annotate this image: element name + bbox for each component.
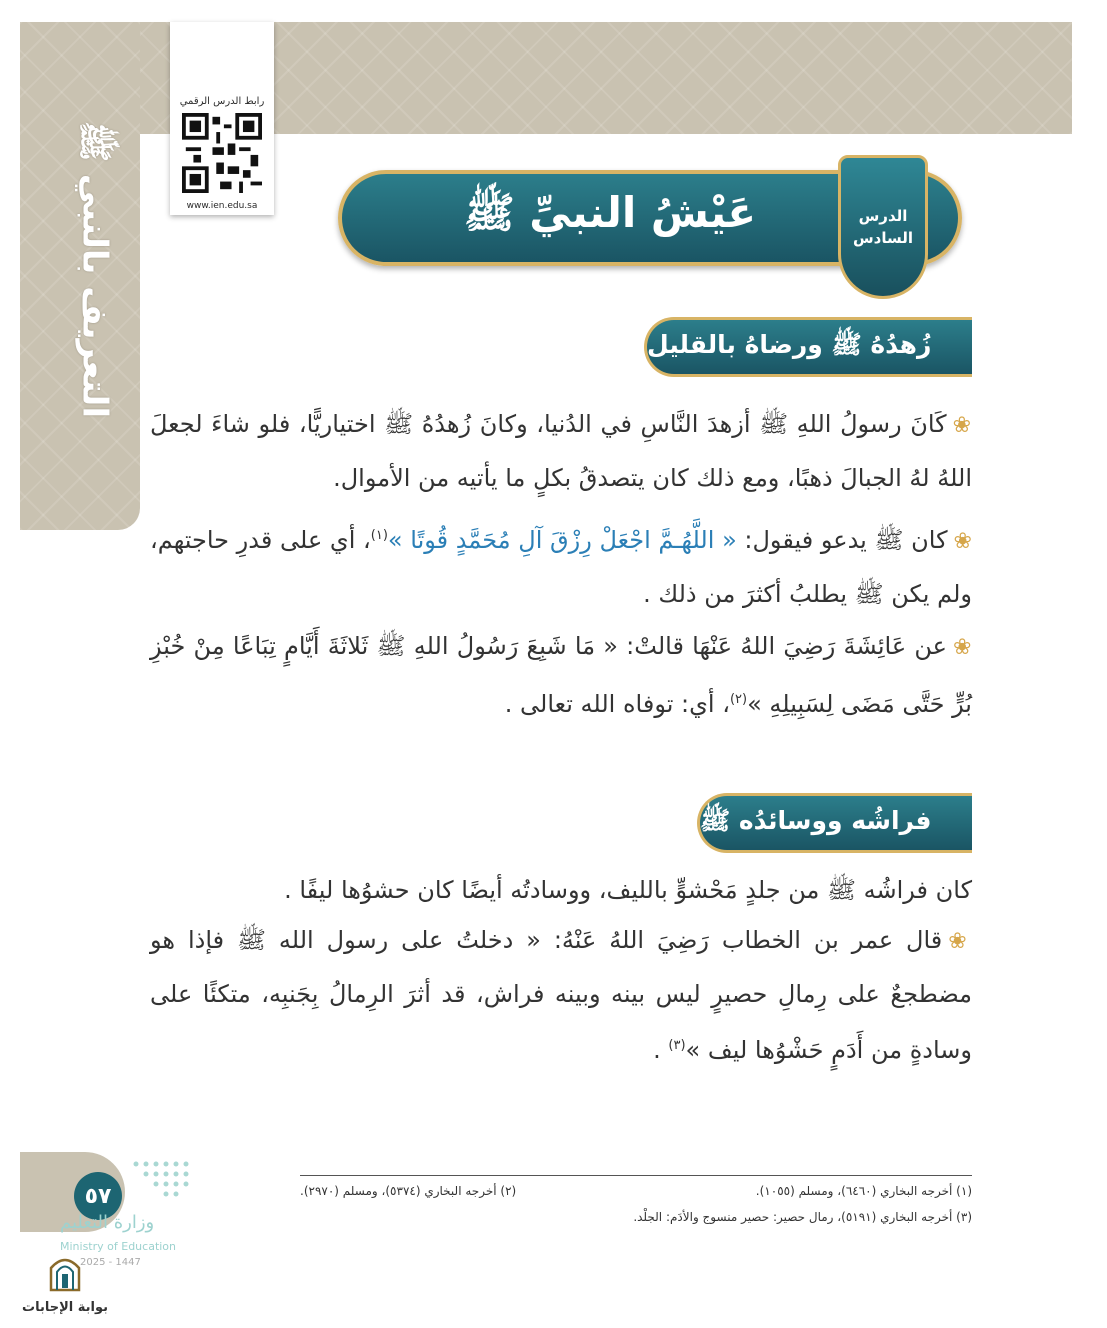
unit-title: التعريف بالنبي ﷺ [74,121,115,419]
qr-url[interactable]: www.ien.edu.sa [186,201,258,211]
portal-logo-icon [45,1252,85,1292]
flower-bullet-icon: ❀ [952,413,972,438]
footnote-ref[interactable]: (٢) [729,692,748,707]
paragraph: ❀قال عمر بن الخطاب رَضِيَ اللهُ عَنْهُ: « دخلتُ على رسول الله ﷺ فإذا هو مضطجعٌ على رِمالِ حصيرٍ ليس بينه وبينه فراش، قد أثرَ الرِمالُ بِجَنبِه، متكئًا على وسادةٍ من أَدَمٍ حَشْوُها ليف »$^{(٣)}$ . [150,926,973,1064]
footnote-ref[interactable]: (١) [370,528,388,543]
lesson-tag [838,155,928,299]
paragraph: ❀عن عَائِشَةَ رَضِيَ اللهُ عَنْهَا قالتْ: « مَا شَبِعَ رَسُولُ اللهِ ﷺ ثَلاثَةَ أَيَّامٍ تِبَاعًا مِنْ خُبْزِ بُرٍّ حَتَّى مَضَى لِسَبِيلِهِ »$^{(٢)}$، أي: توفاه الله تعالى . [150,632,973,718]
lesson-title: عَيْشُ النبيِّ ﷺ [463,187,757,237]
flower-bullet-icon: ❀ [953,529,972,554]
footnote-3: (٣) أخرجه البخاري (٥١٩١)، رمال حصير: حصير منسوج والأدَم: الجلْد. [633,1210,972,1224]
paragraph: ❀كَانَ رسولُ اللهِ ﷺ أزهدَ النَّاسِ في الدُنيا، وكانَ زُهدُهُ ﷺ اختياريًّا، فلو شاءَ لجعلَ اللهُ لهُ الجبالَ ذهبًا، ومع ذلك كان يتصدقُ بكلٍ ما يأتيه من الأموال. [150,410,972,492]
qr-code-icon [182,113,262,193]
section-heading-asceticism: زُهدُهُ ﷺ ورضاهُ بالقليل [644,317,972,377]
flower-bullet-icon: ❀ [948,929,973,954]
portal-name: بوابة الإجابات [22,1300,108,1315]
footnote-2: (٢) أخرجه البخاري (٥٣٧٤)، ومسلم (٢٩٧٠). [300,1184,517,1198]
paragraph: ❀كان ﷺ يدعو فيقول: « اللَّهُـمَّ اجْعَلْ رِزْقَ آلِ مُحَمَّدٍ قُوتًا »$^{(١)}$، أي على قدرِ حاجتهم، ولم يكن ﷺ يطلبُ أكثرَ من ذلك . [150,526,972,608]
qr-card[interactable] [170,22,274,215]
ministry-name-en: Ministry of Education [60,1240,177,1253]
ministry-name-ar: وزارة التعليم [60,1212,155,1233]
ministry-year: 2025 - 1447 [80,1257,141,1268]
lesson-tag-line2: السادس [852,229,914,247]
qr-label: رابط الدرس الرقمي [179,96,265,107]
footnote-1: (١) أخرجه البخاري (٦٤٦٠)، ومسلم (١٠٥٥). [755,1184,972,1198]
page-number: ٥٧ [74,1172,122,1220]
footnote-ref[interactable]: (٣) [668,1038,686,1053]
section-heading-bedding: فراشُه ووسائدُه ﷺ [697,793,972,853]
flower-bullet-icon: ❀ [952,635,973,660]
footnotes [300,1175,972,1224]
paragraph: كان فراشُه ﷺ من جلدٍ مَحْشوٍّ بالليف، ووسادتُه أيضًا كان حشوُها ليفًا . [284,876,972,904]
lesson-tag-line1: الدرس [858,207,908,225]
hadith-quote: « اللَّهُـمَّ اجْعَلْ رِزْقَ آلِ مُحَمَّدٍ قُوتًا » [387,526,737,554]
ministry-logo-dots-icon [130,1158,198,1198]
portal-logo[interactable] [20,1252,110,1322]
